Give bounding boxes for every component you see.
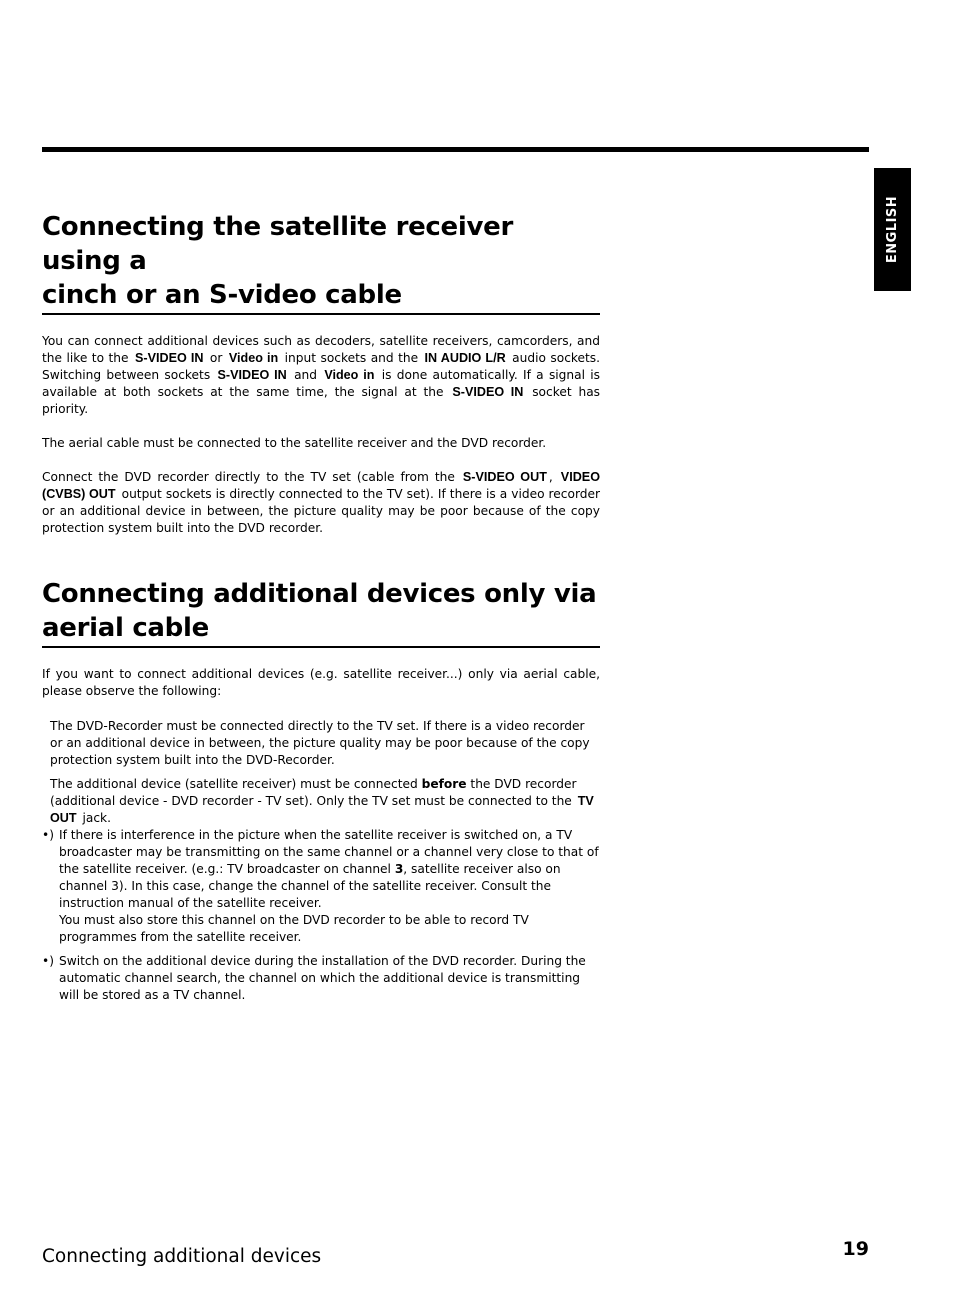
socket-label: Video in (324, 368, 375, 382)
socket-label: S-VIDEO IN (452, 385, 524, 399)
section-heading-satellite-cinch: Connecting the satellite receiver using a cinch or an S-video cable (42, 210, 600, 315)
list-item (42, 827, 600, 946)
socket-label: S-VIDEO IN (217, 368, 287, 382)
note-connection-order: The additional device (satellite receiver) must be connected before the DVD recorder (additional device - DVD recorder - TV set). Only the TV set must be connected to the TV OUT jack. (50, 777, 594, 825)
bullet-text-installation: Switch on the additional device during the installation of the DVD recorder. During the automatic channel search, the channel on which the additional device is transmitting will be stored as a TV channel. (59, 954, 586, 1002)
language-tab-label: ENGLISH (885, 195, 901, 264)
socket-label: S-VIDEO IN (134, 351, 204, 365)
paragraph-intro: If you want to connect additional devices (e.g. satellite receiver...) only via aerial cable, please observe the following: (42, 667, 600, 698)
language-tab (874, 168, 911, 291)
paragraph-tv-connection: Connect the DVD recorder directly to the TV set (cable from the S-VIDEO OUT , VIDEO (CVBS) OUT output sockets is directly connected to the TV set). If there is a video recorder or an additional device in between, the picture quality may be poor because of the copy protection system built into the DVD recorder. (42, 470, 600, 535)
bullet-marker: •) (42, 828, 54, 842)
socket-label: TV OUT (50, 794, 594, 825)
paragraph-sockets: You can connect additional devices such as decoders, satellite receivers, camcorders, and the like to the S-VIDEO IN or Video in input sockets and the IN AUDIO L/R audio sockets. Switching between sockets S-VIDEO IN and Video in is done automatically. If a signal is available at both sockets at the same time, the signal at the S-VIDEO IN socket has priority. (42, 334, 601, 416)
paragraph-aerial: The aerial cable must be connected to the satellite receiver and the DVD recorder. (42, 436, 547, 450)
page-content (42, 210, 600, 1004)
list-item (42, 953, 600, 1004)
bullet-text-interference: If there is interference in the picture when the satellite receiver is switched on, a TV broadcaster may be transmitting on the same channel or a channel very close to that of the satellite receiver. (e.g.: TV broadcaster on channel 3, satellite receiver also on channel 3). In this case, change the channel of the satellite receiver. Consult the instruction manual of the satellite receiver. (59, 828, 599, 910)
bullet-text-store-channel: You must also store this channel on the DVD recorder to be able to record TV programmes from the satellite receiver. (59, 913, 529, 944)
socket-label: IN AUDIO L/R (424, 351, 506, 365)
socket-label: S-VIDEO OUT (462, 470, 547, 484)
top-rule (42, 147, 869, 152)
bullet-marker: •) (42, 954, 54, 968)
page-number: 19 (842, 1238, 869, 1260)
section-heading-aerial-only: Connecting additional devices only via aerial cable (42, 577, 600, 648)
footer-section-title: Connecting additional devices (42, 1246, 322, 1267)
note-direct-connection: The DVD-Recorder must be connected directly to the TV set. If there is a video recorder or an additional device in between, the picture quality may be poor because of the copy protection system built into the DVD-Recorder. (50, 719, 590, 767)
socket-label: VIDEO (CVBS) OUT (42, 470, 600, 501)
socket-label: Video in (228, 351, 279, 365)
